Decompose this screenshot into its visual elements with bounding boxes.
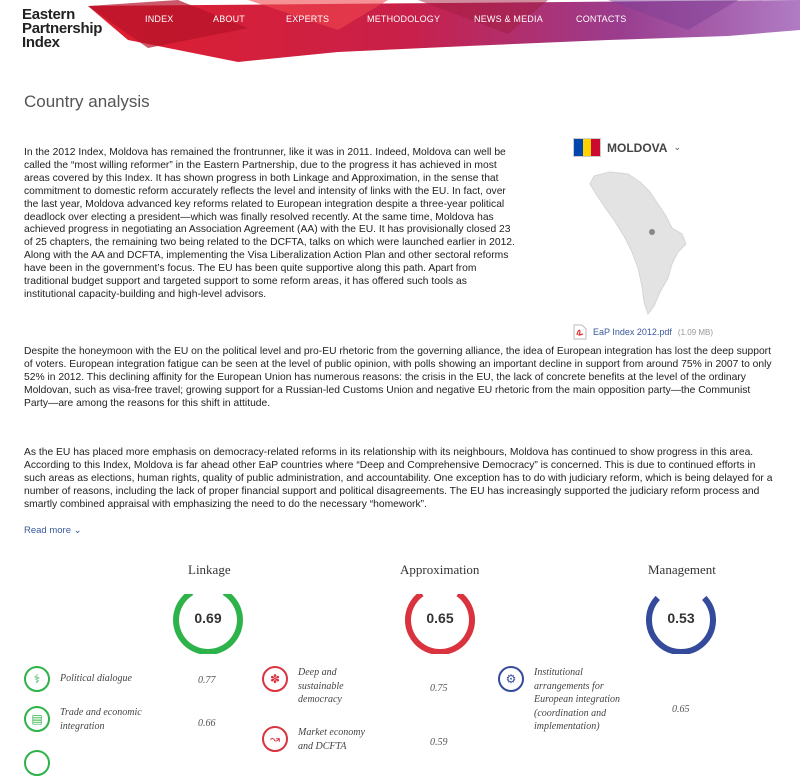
pdf-download[interactable] [573, 324, 713, 340]
chevron-down-icon: ⌄ [673, 142, 681, 152]
nav-background [88, 0, 800, 62]
pdf-link[interactable]: EaP Index 2012.pdf [593, 327, 672, 337]
subindex-market-economy[interactable] [262, 726, 392, 753]
subindex-value: 0.66 [198, 718, 216, 729]
nav-item-contacts[interactable]: CONTACTS [576, 14, 627, 24]
linkage-score: 0.69 [194, 610, 222, 626]
pdf-size: (1.09 MB) [677, 327, 714, 337]
read-more-link[interactable] [24, 525, 82, 536]
logo-line: Partnership [22, 20, 103, 37]
site-header [0, 0, 800, 62]
analysis-paragraph: Despite the honeymoon with the EU on the political level and pro-EU rhetoric from the governing alliance, the idea of European integration has lost the deep support of voters. European integration fatigue can be seen at the level of public opinion, with polls showing an important decline in support from around 75% in 2007 to only 52% in 2012. This declining affinity for the European Union has numerous reasons: the crisis in the EU, the lack of concrete benefits at the level of the ordinary Moldovan, such as visa-free travel; growing support for a Russian-led Customs Union and negative EU rhetoric from the main opposition party—the Communist Party—are among the reasons for this shift in attitude. [24, 346, 772, 409]
nav-item-experts[interactable]: EXPERTS [286, 14, 330, 24]
nav-item-news-media[interactable]: NEWS & MEDIA [474, 14, 543, 24]
read-more-label: Read more [24, 525, 71, 536]
capital-marker [649, 229, 655, 235]
people-icon [24, 750, 50, 776]
subindex-label: Trade and economic integration [60, 707, 142, 732]
handshake-icon: ⚕ [24, 666, 50, 692]
analysis-paragraph: In the 2012 Index, Moldova has remained the frontrunner, like it was in 2011. Indeed, Moldova can well be called the “most willing reformer” in the Eastern Partnership, due to the progress it has achieved in most areas covered by this Index. It has shown progress in both Linkage and Approximation, in the sense that commitment to domestic reform accurately reflects the level and intensity of links with the EU. In fact, over the last year, Moldova advanced key reforms related to European integration despite a three-year political deadlock over electing a president—which was finally resolved recently. At the same time, Moldova has achieved progress in negotiating an Association Agreement (AA) with the EU. It has provisionally closed 23 of 25 chapters, the remaining two being related to the DCFTA, talks on which were launched earlier in 2012. Along with the AA and DCFTA, implementing the Visa Liberalization Action Plan and other sectoral reforms have been in the government’s focus. The EU has been quite supportive along this path. Apart from traditional budget support and targeted support to some reform areas, it has offered such tools as institutional capacity-building and high-level advisors. [24, 147, 515, 300]
subindex-trade-integration[interactable] [24, 706, 164, 733]
subindex-value: 0.75 [430, 683, 448, 694]
subindex-label: Deep and sustainable democracy [298, 667, 344, 705]
metric-title-linkage: Linkage [188, 562, 231, 577]
subindex-institutional-arrangements[interactable] [498, 666, 638, 734]
analysis-paragraph: As the EU has placed more emphasis on democracy-related reforms in its relationship with its neighbours, Moldova has continued to show progress in this area. According to this Index, Moldova is far ahead other EaP countries where “Deep and Comprehensive Democracy” is concerned. This is due to continued efforts in such areas as elections, human rights, quality of public administration, and accountability. One exception has to do with judiciary reform, which is being delayed for a number of reasons, including the lack of proper financial support and political disagreements. The EU has increasingly supported the judiciary reform process and smartly combined appraisal with emphasizing the need to do the necessary “homework”. [24, 447, 773, 510]
subindex-label: Market economy and DCFTA [298, 727, 365, 752]
chevron-down-icon: ⌄ [73, 525, 82, 536]
moldova-flag-icon [573, 138, 601, 157]
subindex-political-dialogue[interactable] [24, 666, 164, 692]
subindex-label: Political dialogue [60, 673, 132, 684]
subindex-partial[interactable] [24, 750, 64, 776]
logo-line: Eastern [22, 6, 75, 23]
chart-trend-icon: ↝ [262, 726, 288, 752]
country-name: MOLDOVA [607, 140, 668, 155]
subindex-value: 0.65 [672, 704, 690, 715]
country-map [580, 168, 690, 318]
metric-title-management: Management [648, 562, 716, 577]
gears-icon: ⚙ [498, 666, 524, 692]
approximation-score: 0.65 [426, 610, 454, 626]
logo-line: Index [22, 34, 60, 51]
nav-item-index[interactable]: INDEX [145, 14, 174, 24]
subindex-value: 0.59 [430, 737, 448, 748]
metric-title-approximation: Approximation [400, 562, 480, 577]
torch-icon: ✽ [262, 666, 288, 692]
management-score: 0.53 [667, 610, 695, 626]
subindex-label: Institutional arrangements for European integration (coordination and implementation) [534, 667, 621, 732]
country-selector[interactable] [573, 138, 681, 157]
nav-item-methodology[interactable]: METHODOLOGY [367, 14, 441, 24]
subindex-democracy[interactable] [262, 666, 392, 707]
pdf-icon [573, 324, 587, 340]
subindex-value: 0.77 [198, 675, 216, 686]
page-title: Country analysis [24, 92, 150, 111]
nav-item-about[interactable]: ABOUT [213, 14, 246, 24]
bar-chart-icon: ▤ [24, 706, 50, 732]
main-nav [88, 0, 800, 62]
